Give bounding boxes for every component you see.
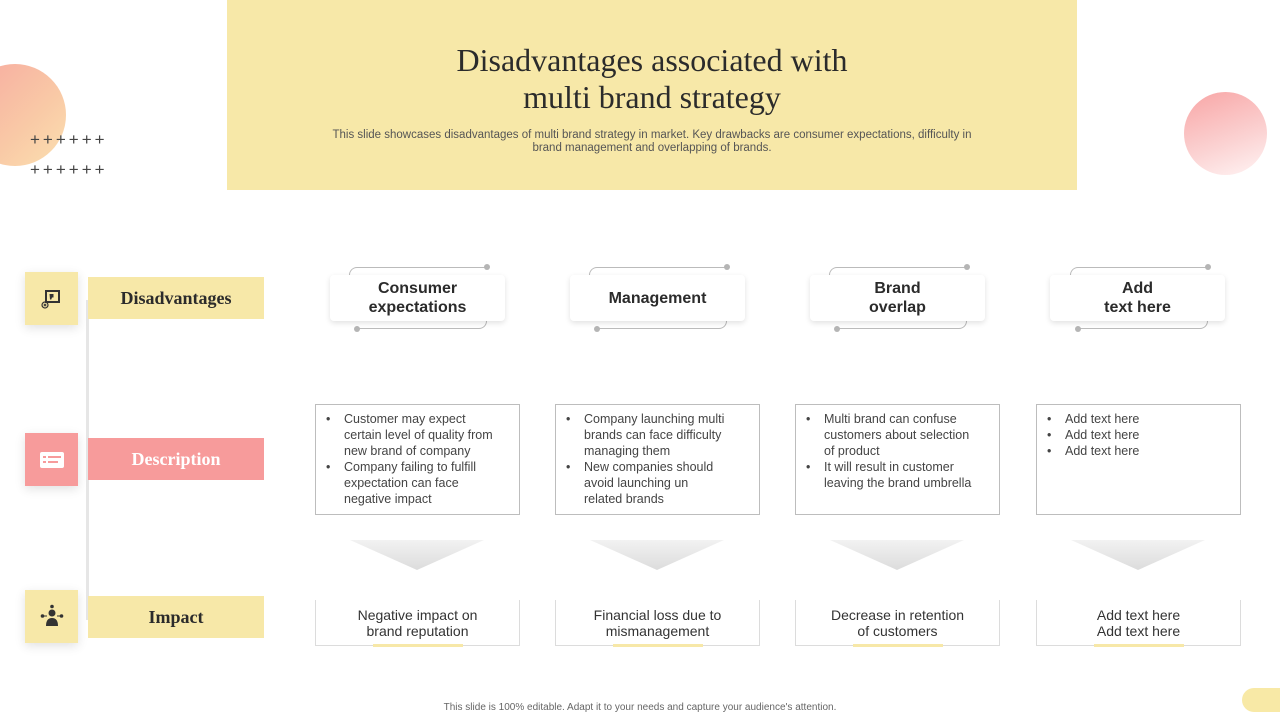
- description-icon-box: [25, 433, 78, 486]
- heading-line-1: Consumer: [377, 280, 458, 297]
- down-chevron: [830, 540, 964, 570]
- list-item: • Multi brand can confuse customers about selection of product: [806, 411, 989, 459]
- heading-line-2: text here: [1104, 299, 1171, 316]
- bracket-dot: [1205, 264, 1211, 270]
- column-heading-brand-overlap: [810, 275, 985, 321]
- title-line-2: multi brand strategy: [523, 79, 781, 115]
- heading-line-1: Brand: [874, 280, 921, 297]
- impact-line-2: brand reputation: [366, 622, 469, 639]
- list-item: • Customer may expect certain level of quality from new brand of company: [326, 411, 509, 459]
- list-item: • Add text here: [1047, 427, 1230, 443]
- decorative-circle-right: [1184, 92, 1267, 175]
- column-heading-consumer-expectations: [330, 275, 505, 321]
- description-box-consumer-expectations: [315, 404, 520, 515]
- row-label-impact: Impact: [88, 596, 264, 638]
- bracket-dot: [964, 264, 970, 270]
- subtitle-line-2: brand management and overlapping of brands.: [532, 142, 772, 154]
- title-line-1: Disadvantages associated with: [456, 42, 848, 78]
- bracket-dot: [1075, 326, 1081, 332]
- impact-line-2: mismanagement: [605, 622, 710, 639]
- bracket-dot: [354, 326, 360, 332]
- heading-line-1: Add: [1121, 280, 1154, 297]
- impact-box-brand-overlap: [795, 600, 1000, 646]
- list-item: • Company failing to fulfill expectation can face negative impact: [326, 459, 509, 507]
- page-subtitle: [295, 129, 1009, 155]
- impact-box-add-text: [1036, 600, 1241, 646]
- impact-box-consumer-expectations: [315, 600, 520, 646]
- impact-line-1: Financial loss due to: [593, 606, 722, 623]
- description-box-brand-overlap: [795, 404, 1000, 515]
- title-band: [227, 0, 1077, 190]
- list-item: • Add text here: [1047, 443, 1230, 459]
- impact-accent: [853, 644, 943, 647]
- description-box-add-text: [1036, 404, 1241, 515]
- row-label-description: Description: [88, 438, 264, 480]
- down-chevron: [590, 540, 724, 570]
- page-title: [227, 42, 1077, 116]
- bracket-dot: [484, 264, 490, 270]
- impact-box-management: [555, 600, 760, 646]
- plus-pattern-row-1: ++++++: [30, 130, 108, 149]
- bracket-dot: [594, 326, 600, 332]
- footer-note: This slide is 100% editable. Adapt it to your needs and capture your audience's attention.: [443, 702, 837, 713]
- plus-pattern-row-2: ++++++: [30, 160, 108, 179]
- impact-line-2: Add text here: [1096, 622, 1181, 639]
- impact-accent: [373, 644, 463, 647]
- heading-line-2: overlap: [869, 299, 926, 316]
- list-item: • Company launching multi brands can face difficulty managing them: [566, 411, 749, 459]
- impact-line-2: of customers: [857, 622, 938, 639]
- id-card-icon: [39, 450, 65, 470]
- column-heading-add-text: [1050, 275, 1225, 321]
- disadvantages-icon-box: [25, 272, 78, 325]
- impact-line-1: Decrease in retention: [830, 606, 965, 623]
- down-chevron: [350, 540, 484, 570]
- decorative-circle-left: [0, 64, 66, 166]
- impact-accent: [1094, 644, 1184, 647]
- list-item: • It will result in customer leaving the brand umbrella: [806, 459, 989, 491]
- network-person-icon: [39, 604, 65, 630]
- subtitle-line-1: This slide showcases disadvantages of multi brand strategy in market. Key drawbacks are consumer expectations, difficulty in: [332, 129, 972, 141]
- list-item: • Add text here: [1047, 411, 1230, 427]
- down-chevron: [1071, 540, 1205, 570]
- description-box-management: [555, 404, 760, 515]
- impact-line-1: Negative impact on: [357, 606, 478, 623]
- impact-icon-box: [25, 590, 78, 643]
- heading-line-2: expectations: [368, 299, 467, 316]
- bracket-dot: [834, 326, 840, 332]
- impact-accent: [613, 644, 703, 647]
- impact-line-1: Add text here: [1096, 606, 1181, 623]
- row-label-disadvantages: Disadvantages: [88, 277, 264, 319]
- thumbs-down-icon: [40, 287, 64, 311]
- heading-line-1: Management: [608, 289, 707, 307]
- bracket-dot: [724, 264, 730, 270]
- column-heading-management: [570, 275, 745, 321]
- list-item: • New companies should avoid launching un related brands: [566, 459, 749, 507]
